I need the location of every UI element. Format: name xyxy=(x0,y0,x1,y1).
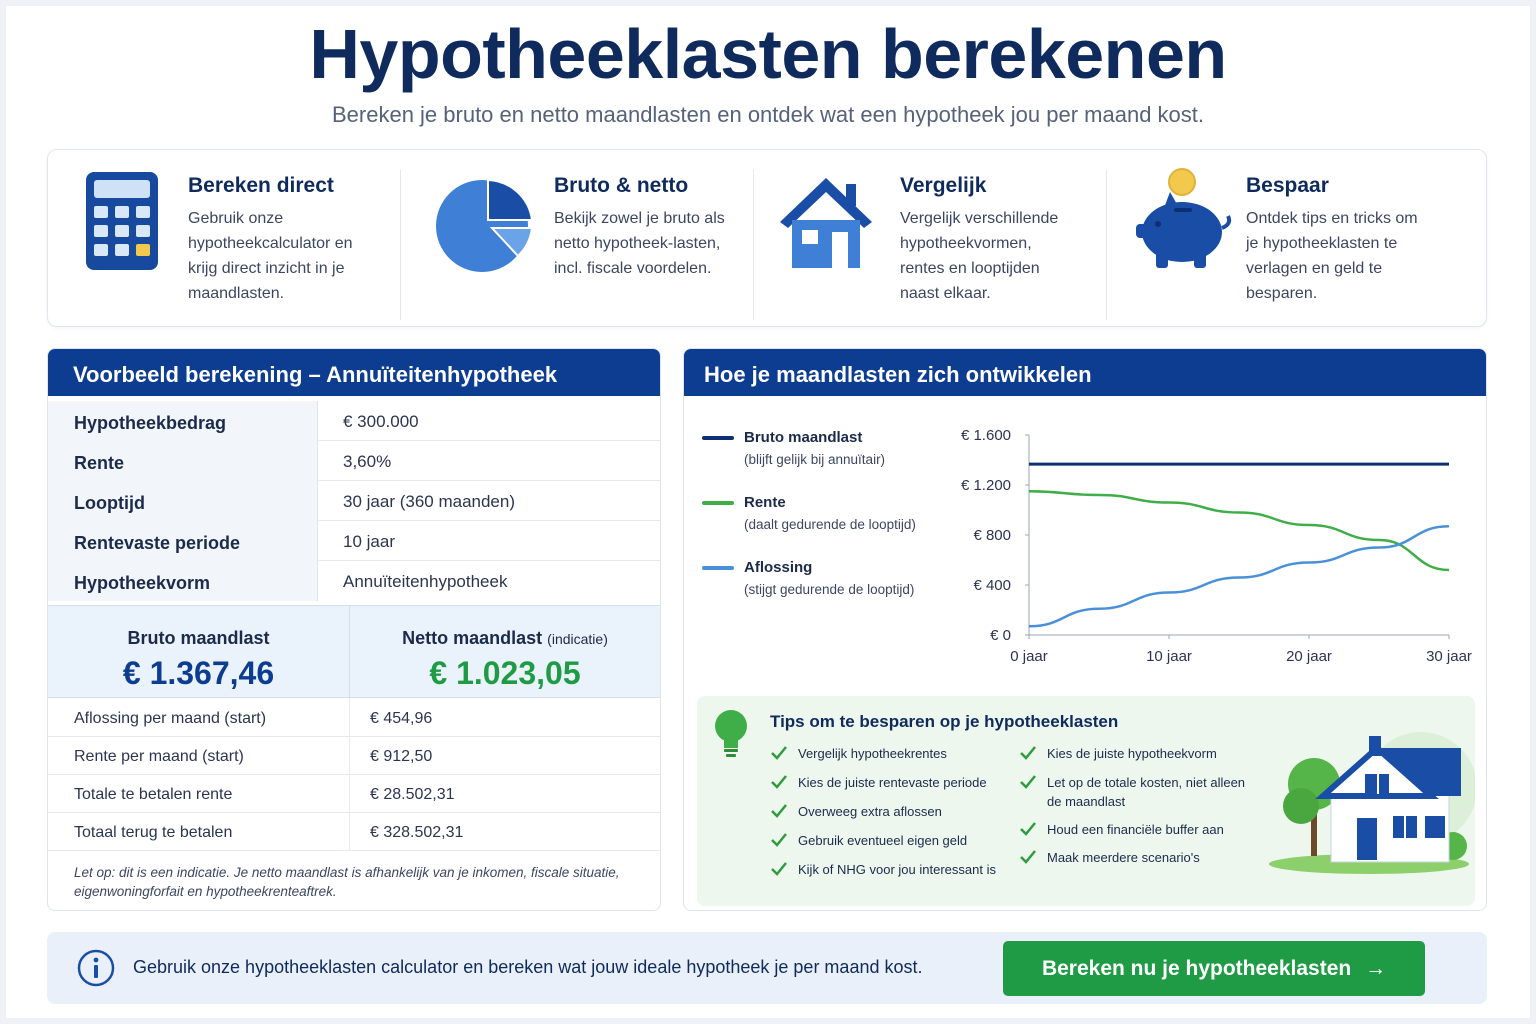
x-tick-label: 0 jaar xyxy=(1010,648,1048,665)
legend-desc: (blijft gelijk bij annuïtair) xyxy=(744,452,886,467)
legend-name: Bruto maandlast xyxy=(744,429,863,446)
spec-label: Rente xyxy=(48,441,318,481)
netto-label: Netto maandlast xyxy=(402,628,543,648)
development-panel-heading: Hoe je maandlasten zich ontwikkelen xyxy=(684,349,1486,396)
cta-banner xyxy=(47,932,1487,1004)
tips-title: Tips om te besparen op je hypotheeklasten xyxy=(770,712,1119,731)
feature-text: Vergelijk verschillende hypotheekvormen, rentes en looptijden naast elkaar. xyxy=(900,210,1059,302)
lightbulb-icon xyxy=(711,708,751,760)
spec-label: Looptijd xyxy=(48,481,318,521)
legend-swatch xyxy=(702,501,734,505)
x-tick-label: 20 jaar xyxy=(1286,648,1332,665)
detail-row xyxy=(48,699,660,737)
detail-row xyxy=(48,813,660,851)
y-tick-label: € 1.600 xyxy=(960,427,1011,444)
spec-value: € 300.000 xyxy=(343,412,419,431)
disclaimer-note: Let op: dit is een indicatie. Je netto maandlast is afhankelijk van je inkomen, fiscale situatie, eigenwoningforfait en hypotheekrenteaftrek. xyxy=(74,865,620,899)
series-line-rente xyxy=(1029,491,1449,570)
spec-label: Rentevaste periode xyxy=(48,521,318,561)
feature-strip xyxy=(47,149,1487,327)
detail-divider xyxy=(349,699,350,737)
tip-text: Gebruik eventueel eigen geld xyxy=(798,833,968,848)
legend-name: Aflossing xyxy=(744,559,813,576)
example-calculation-panel xyxy=(47,348,661,911)
spec-row xyxy=(48,521,660,561)
info-icon xyxy=(76,948,116,988)
tip-text: Let op de totale kosten, niet alleen de maandlast xyxy=(1047,775,1246,809)
monthly-totals xyxy=(48,605,660,698)
spec-row xyxy=(48,481,660,521)
feature-title: Vergelijk xyxy=(900,174,987,197)
spec-row xyxy=(48,561,660,601)
pie-chart-icon xyxy=(436,176,536,286)
legend-swatch xyxy=(702,436,734,440)
bruto-label: Bruto maandlast xyxy=(127,628,270,648)
spec-row xyxy=(48,401,660,441)
spec-label: Hypotheekvorm xyxy=(48,561,318,601)
development-panel xyxy=(683,348,1487,911)
calculate-mortgage-button[interactable] xyxy=(1003,941,1425,996)
y-tick-label: € 1.200 xyxy=(960,477,1011,494)
spec-value: 3,60% xyxy=(343,452,392,471)
spec-value: 10 jaar xyxy=(343,532,395,551)
detail-label: Rente per maand (start) xyxy=(74,748,244,765)
checkmark-icon xyxy=(770,832,788,848)
tip-text: Overweeg extra aflossen xyxy=(798,804,942,819)
feature-text: Ontdek tips en tricks om je hypotheeklasten te verlagen en geld te besparen. xyxy=(1246,210,1418,302)
page-subtitle: Bereken je bruto en netto maandlasten en ontdek wat een hypotheek jou per maand kost. xyxy=(331,102,1205,127)
checkmark-icon xyxy=(770,803,788,819)
feature-divider xyxy=(753,170,754,320)
cta-label: Bereken nu je hypotheeklasten xyxy=(1041,957,1352,980)
legend-desc: (daalt gedurende de looptijd) xyxy=(744,517,916,532)
netto-total xyxy=(350,606,660,699)
checkmark-icon xyxy=(1019,745,1037,761)
netto-qualifier: (indicatie) xyxy=(547,631,608,647)
detail-label: Totaal terug te betalen xyxy=(74,824,233,841)
spec-value: Annuïteitenhypotheek xyxy=(343,572,508,591)
tips-box xyxy=(697,696,1475,906)
detail-row xyxy=(48,737,660,775)
feature-divider xyxy=(400,170,401,320)
netto-amount: € 1.023,05 xyxy=(429,655,581,691)
checkmark-icon xyxy=(770,861,788,877)
detail-value: € 912,50 xyxy=(370,748,433,765)
bruto-total xyxy=(48,606,349,699)
checkmark-icon xyxy=(1019,821,1037,837)
arrow-right-icon: → xyxy=(1365,957,1387,980)
detail-label: Totale te betalen rente xyxy=(74,786,233,803)
y-tick-label: € 800 xyxy=(973,527,1011,544)
spec-value: 30 jaar (360 maanden) xyxy=(343,492,516,511)
legend-name: Rente xyxy=(744,494,786,511)
y-tick-label: € 400 xyxy=(973,577,1011,594)
checkmark-icon xyxy=(770,774,788,790)
detail-divider xyxy=(349,813,350,851)
feature-text: Gebruik onze hypotheekcalculator en krijg direct inzicht in je maandlasten. xyxy=(188,210,353,302)
tip-text: Vergelijk hypotheekrentes xyxy=(798,746,947,761)
feature-bruto-netto xyxy=(436,150,756,328)
tip-text: Kies de juiste hypotheekvorm xyxy=(1047,746,1217,761)
calculator-icon xyxy=(84,170,184,280)
piggy-bank-icon xyxy=(1134,168,1234,278)
legend-desc: (stijgt gedurende de looptijd) xyxy=(744,582,915,597)
detail-label: Aflossing per maand (start) xyxy=(74,710,267,727)
tip-text: Houd een financiële buffer aan xyxy=(1047,822,1224,837)
detail-value: € 328.502,31 xyxy=(370,824,464,841)
page-title: Hypotheeklasten berekenen xyxy=(309,15,1227,93)
monthly-cost-chart xyxy=(939,419,1484,679)
feature-bespaar xyxy=(1134,150,1464,328)
feature-bereken-direct xyxy=(84,150,404,328)
checkmark-icon xyxy=(770,745,788,761)
spec-label: Hypotheekbedrag xyxy=(48,401,318,441)
detail-value: € 454,96 xyxy=(370,710,433,727)
feature-divider xyxy=(1106,170,1107,320)
tip-text: Maak meerdere scenario's xyxy=(1047,850,1200,865)
house-icon xyxy=(780,174,880,284)
y-tick-label: € 0 xyxy=(990,627,1011,644)
feature-vergelijk xyxy=(780,150,1110,328)
legend-swatch xyxy=(702,566,734,570)
feature-title: Bereken direct xyxy=(188,174,334,197)
feature-title: Bespaar xyxy=(1246,174,1329,197)
detail-row xyxy=(48,775,660,813)
feature-text: Bekijk zowel je bruto als netto hypotheek-lasten, incl. fiscale voordelen. xyxy=(554,210,725,277)
detail-divider xyxy=(349,737,350,775)
detail-value: € 28.502,31 xyxy=(370,786,455,803)
banner-text: Gebruik onze hypotheeklasten calculator en bereken wat jouw ideale hypotheek je per maand kost. xyxy=(133,957,923,977)
x-tick-label: 30 jaar xyxy=(1426,648,1472,665)
checkmark-icon xyxy=(1019,774,1037,790)
netto-label-line xyxy=(350,628,660,649)
house-illustration xyxy=(1269,726,1475,876)
tip-text: Kijk of NHG voor jou interessant is xyxy=(798,862,996,877)
spec-row xyxy=(48,441,660,481)
tip-text: Kies de juiste rentevaste periode xyxy=(798,775,987,790)
detail-divider xyxy=(349,775,350,813)
example-panel-heading: Voorbeeld berekening – Annuïteitenhypotheek xyxy=(48,349,660,396)
feature-title: Bruto & netto xyxy=(554,174,689,197)
x-tick-label: 10 jaar xyxy=(1146,648,1192,665)
checkmark-icon xyxy=(1019,849,1037,865)
bruto-amount: € 1.367,46 xyxy=(122,655,275,691)
